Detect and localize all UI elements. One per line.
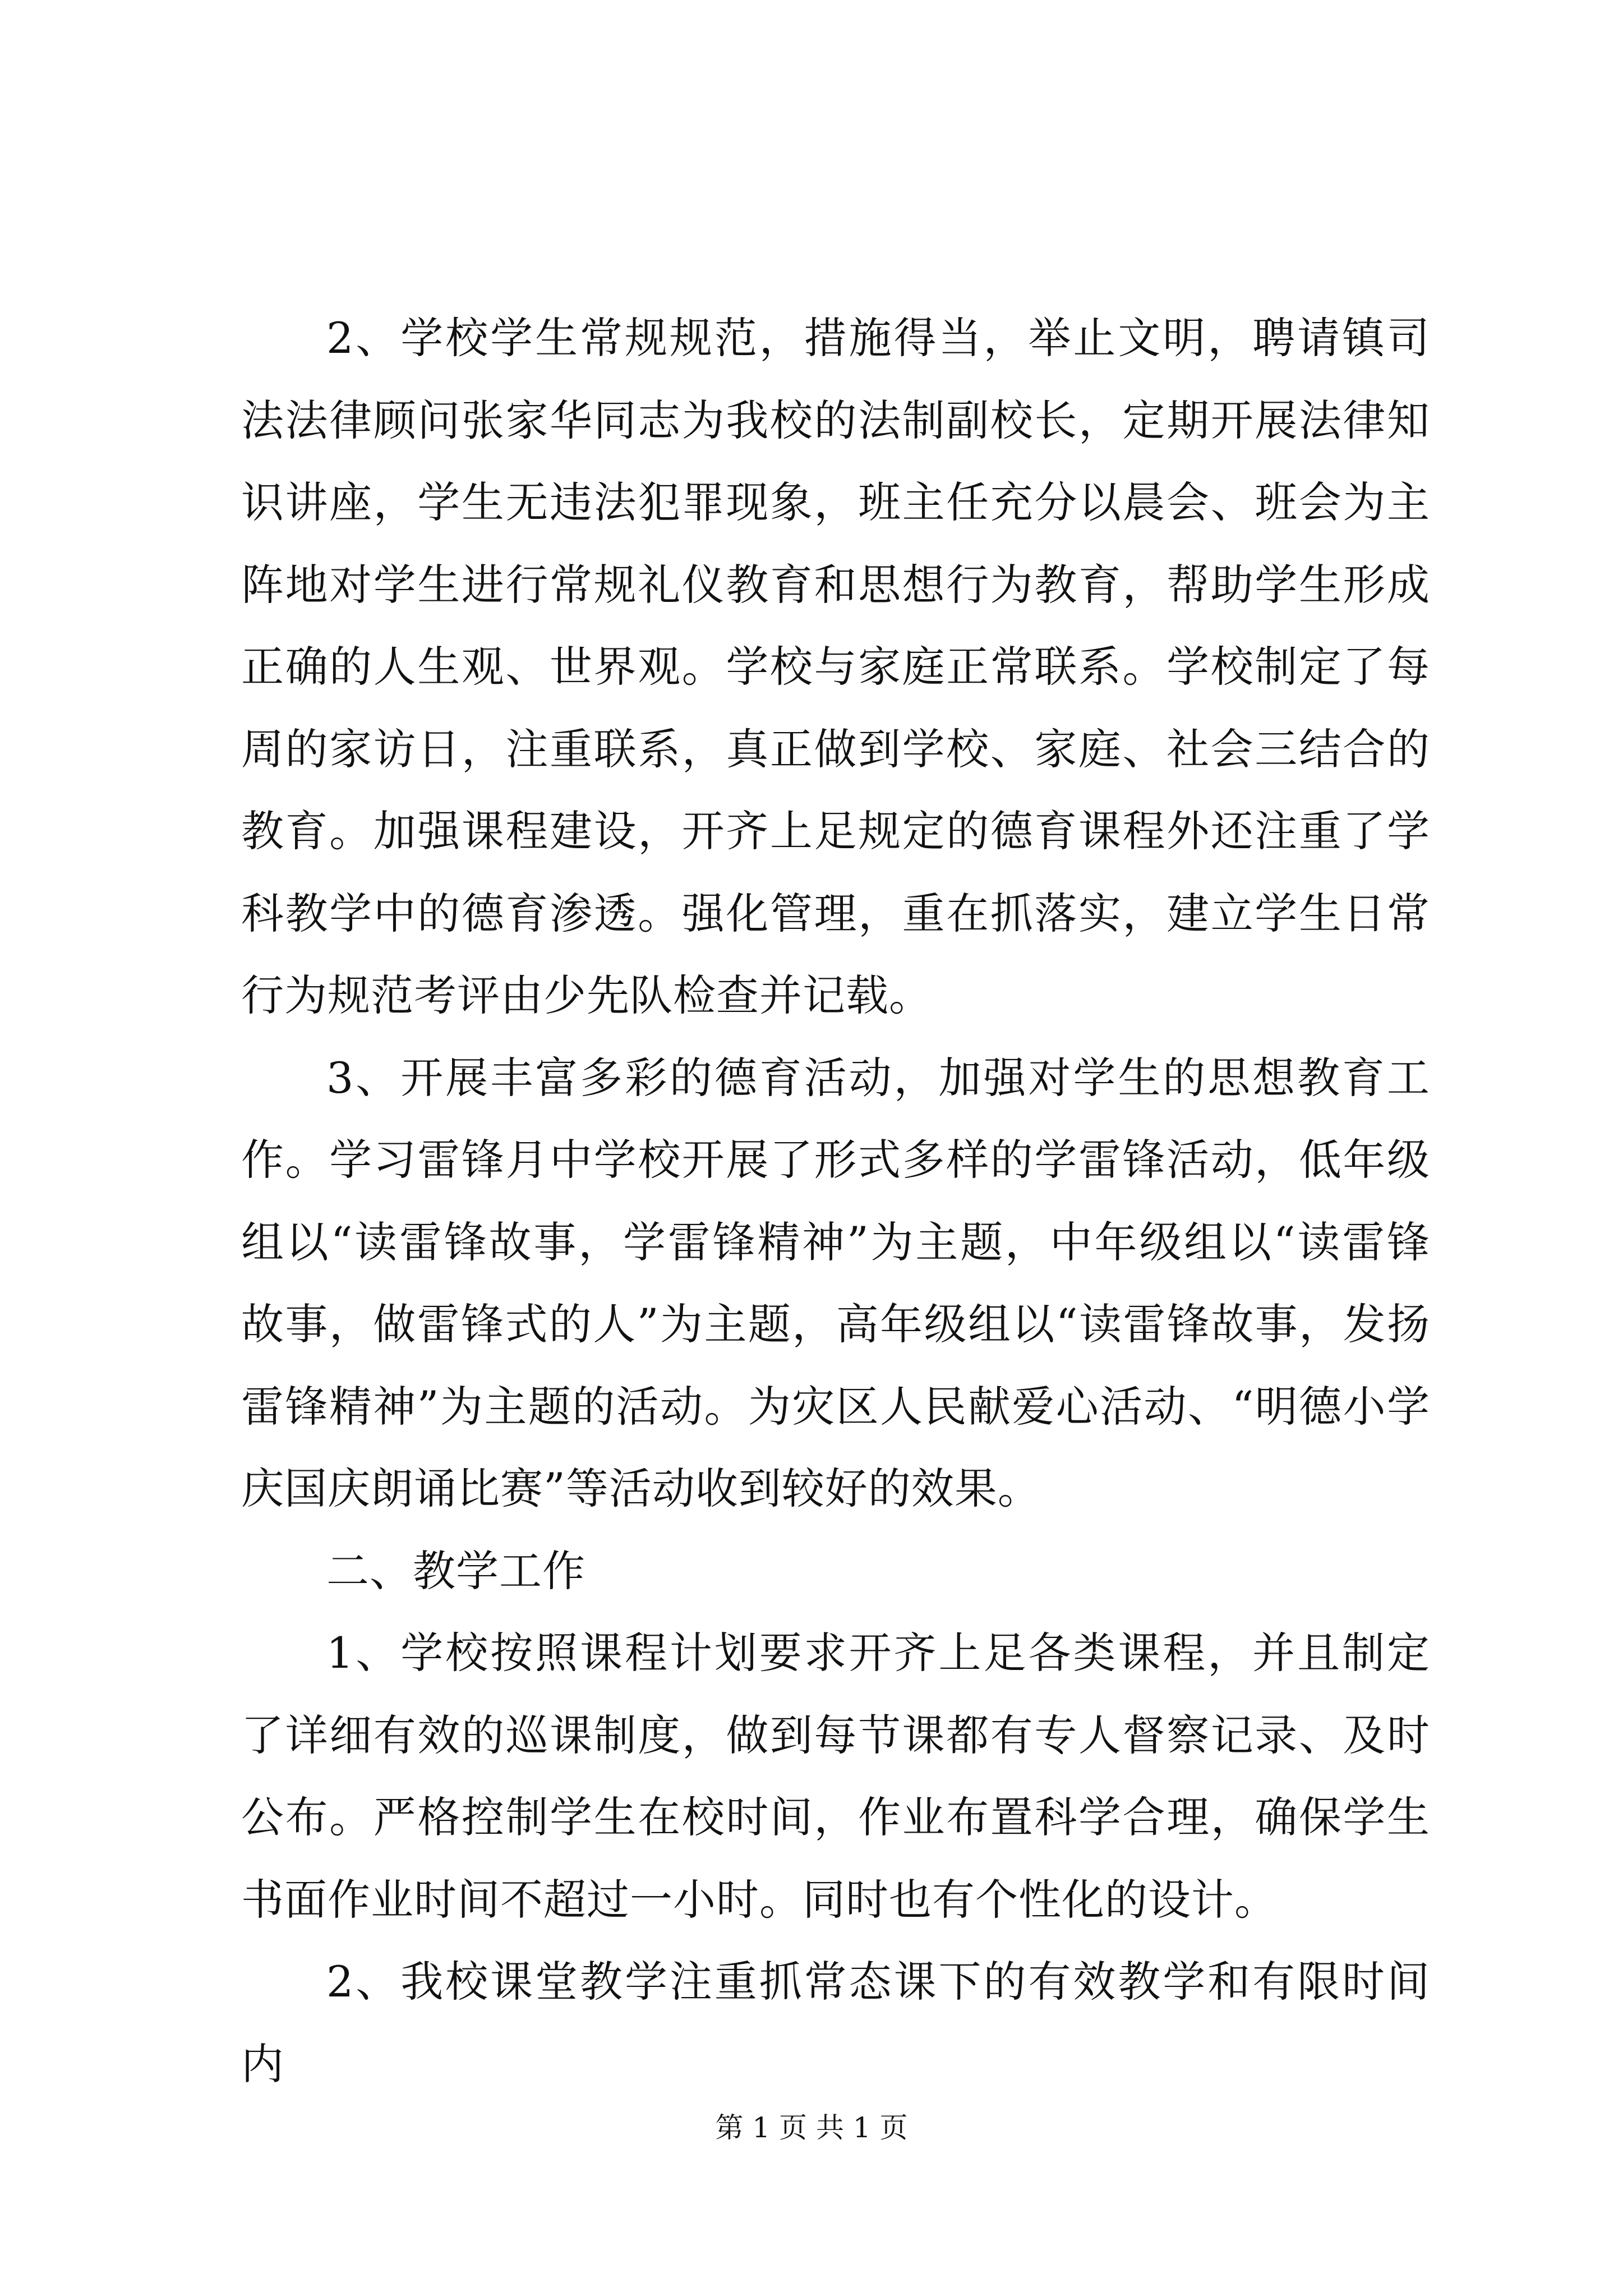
paragraph-classroom-teaching: 2、我校课堂教学注重抓常态课下的有效教学和有限时间内 xyxy=(241,1957,1430,2089)
paragraph-curriculum: 1、学校按照课程计划要求开齐上足各类课程，并且制定了详细有效的巡课制度，做到每节课都有专人督察记录、及时公布。严格控制学生在校时间，作业布置科学合理，确保学生书面作业时间不超过一小时。同时也有个性化的设计。 xyxy=(241,1628,1430,1925)
page-number-footer: 第 1 页 共 1 页 xyxy=(715,2111,908,2144)
paragraph-student-conduct: 2、学校学生常规规范，措施得当，举止文明，聘请镇司法法律顾问张家华同志为我校的法制副校长，定期开展法律知识讲座，学生无违法犯罪现象，班主任充分以晨会、班会为主阵地对学生进行常规礼仪教育和思想行为教育，帮助学生形成正确的人生观、世界观。学校与家庭正常联系。学校制定了每周的家访日，注重联系，真正做到学校、家庭、社会三结合的教育。加强课程建设，开齐上足规定的德育课程外还注重了学科教学中的德育渗透。强化管理，重在抓落实，建立学生日常行为规范考评由少先队检查并记载。 xyxy=(241,313,1430,1020)
paragraph-moral-activities: 3、开展丰富多彩的德育活动，加强对学生的思想教育工作。学习雷锋月中学校开展了形式多样的学雷锋活动，低年级组以“读雷锋故事，学雷锋精神”为主题，中年级组以“读雷锋故事，做雷锋式的人”为主题，高年级组以“读雷锋故事，发扬雷锋精神”为主题的活动。为灾区人民献爱心活动、“明德小学庆国庆朗诵比赛”等活动收到较好的效果。 xyxy=(241,1052,1430,1513)
document-body xyxy=(241,297,1430,2105)
section-heading-teaching: 二、教学工作 xyxy=(326,1545,585,1596)
